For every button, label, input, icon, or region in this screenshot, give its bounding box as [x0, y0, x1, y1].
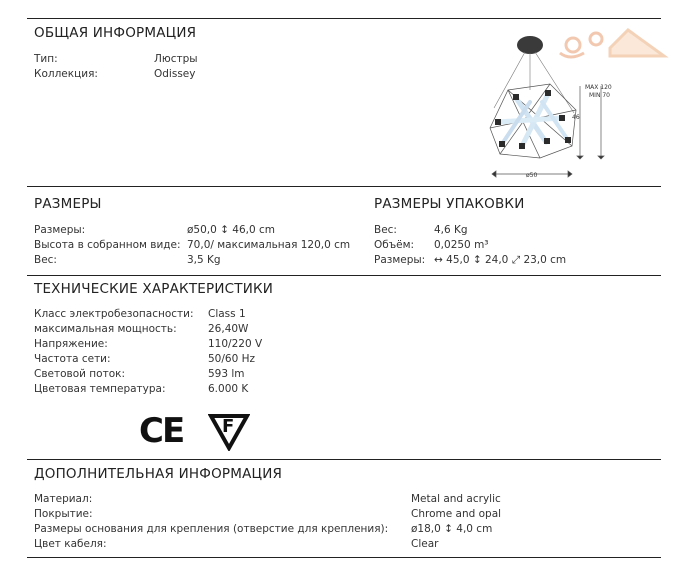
watermark-logo [560, 30, 664, 57]
additional-material-value: Metal and acrylic [411, 493, 501, 505]
technical-power-value: 26,40W [208, 323, 249, 335]
technical-class-value: Class 1 [208, 308, 246, 320]
packaging-volume-label: Объём: [374, 239, 415, 251]
general-heading: ОБЩАЯ ИНФОРМАЦИЯ [34, 25, 197, 41]
packaging-weight-label: Вес: [374, 224, 397, 236]
technical-class-label: Класс электробезопасности: [34, 308, 194, 320]
divider-after-technical [27, 459, 661, 460]
dimensions-height-value: 70,0/ максимальная 120,0 cm [187, 239, 351, 251]
additional-heading: ДОПОЛНИТЕЛЬНАЯ ИНФОРМАЦИЯ [34, 466, 283, 482]
additional-base-value: ø18,0 ↕ 4,0 cm [411, 523, 493, 535]
diagram-height-label: 46 [572, 114, 580, 121]
diagram-min-label: MIN 70 [589, 92, 610, 99]
dimensions-weight-label: Вес: [34, 254, 57, 266]
technical-colortemp-value: 6.000 K [208, 383, 249, 395]
diagram-max-label: MAX 120 [585, 84, 612, 91]
general-collection-value: Odissey [154, 68, 196, 80]
divider-after-general [27, 186, 661, 187]
packaging-weight-value: 4,6 Kg [434, 224, 468, 236]
product-diagram [478, 18, 678, 183]
packaging-size-value: ↔ 45,0 ↕ 24,0 ⤢ 23,0 cm [434, 254, 567, 266]
technical-frequency-label: Частота сети: [34, 353, 111, 365]
general-type-label: Тип: [34, 53, 58, 65]
additional-cable-label: Цвет кабеля: [34, 538, 107, 550]
packaging-size-label: Размеры: [374, 254, 426, 266]
packaging-heading: РАЗМЕРЫ УПАКОВКИ [374, 196, 525, 212]
technical-colortemp-label: Цветовая температура: [34, 383, 166, 395]
packaging-volume-value: 0,0250 m³ [434, 239, 489, 251]
technical-heading: ТЕХНИЧЕСКИЕ ХАРАКТЕРИСТИКИ [34, 281, 274, 297]
general-type-value: Люстры [154, 53, 198, 65]
dimensions-weight-value: 3,5 Kg [187, 254, 221, 266]
f-mark-icon [208, 413, 250, 451]
dimensions-height-label: Высота в собранном виде: [34, 239, 181, 251]
f-mark-letter: F [222, 416, 235, 437]
technical-power-label: максимальная мощность: [34, 323, 177, 335]
ce-mark-icon: CE [139, 411, 184, 451]
divider-after-dimensions [27, 275, 661, 276]
technical-voltage-value: 110/220 V [208, 338, 263, 350]
technical-voltage-label: Напряжение: [34, 338, 108, 350]
dimensions-size-label: Размеры: [34, 224, 86, 236]
additional-finish-value: Chrome and opal [411, 508, 502, 520]
bottom-divider [27, 557, 661, 558]
dimensions-heading: РАЗМЕРЫ [34, 196, 102, 212]
additional-finish-label: Покрытие: [34, 508, 93, 520]
technical-lumen-value: 593 lm [208, 368, 245, 380]
general-collection-label: Коллекция: [34, 68, 98, 80]
additional-material-label: Материал: [34, 493, 93, 505]
additional-cable-value: Clear [411, 538, 439, 550]
technical-lumen-label: Световой поток: [34, 368, 126, 380]
dimensions-size-value: ø50,0 ↕ 46,0 cm [187, 224, 275, 236]
chandelier-drawing [478, 18, 678, 183]
additional-base-label: Размеры основания для крепления (отверстие для крепления): [34, 523, 389, 535]
technical-frequency-value: 50/60 Hz [208, 353, 256, 365]
diagram-width-label: ø50 [526, 172, 538, 179]
